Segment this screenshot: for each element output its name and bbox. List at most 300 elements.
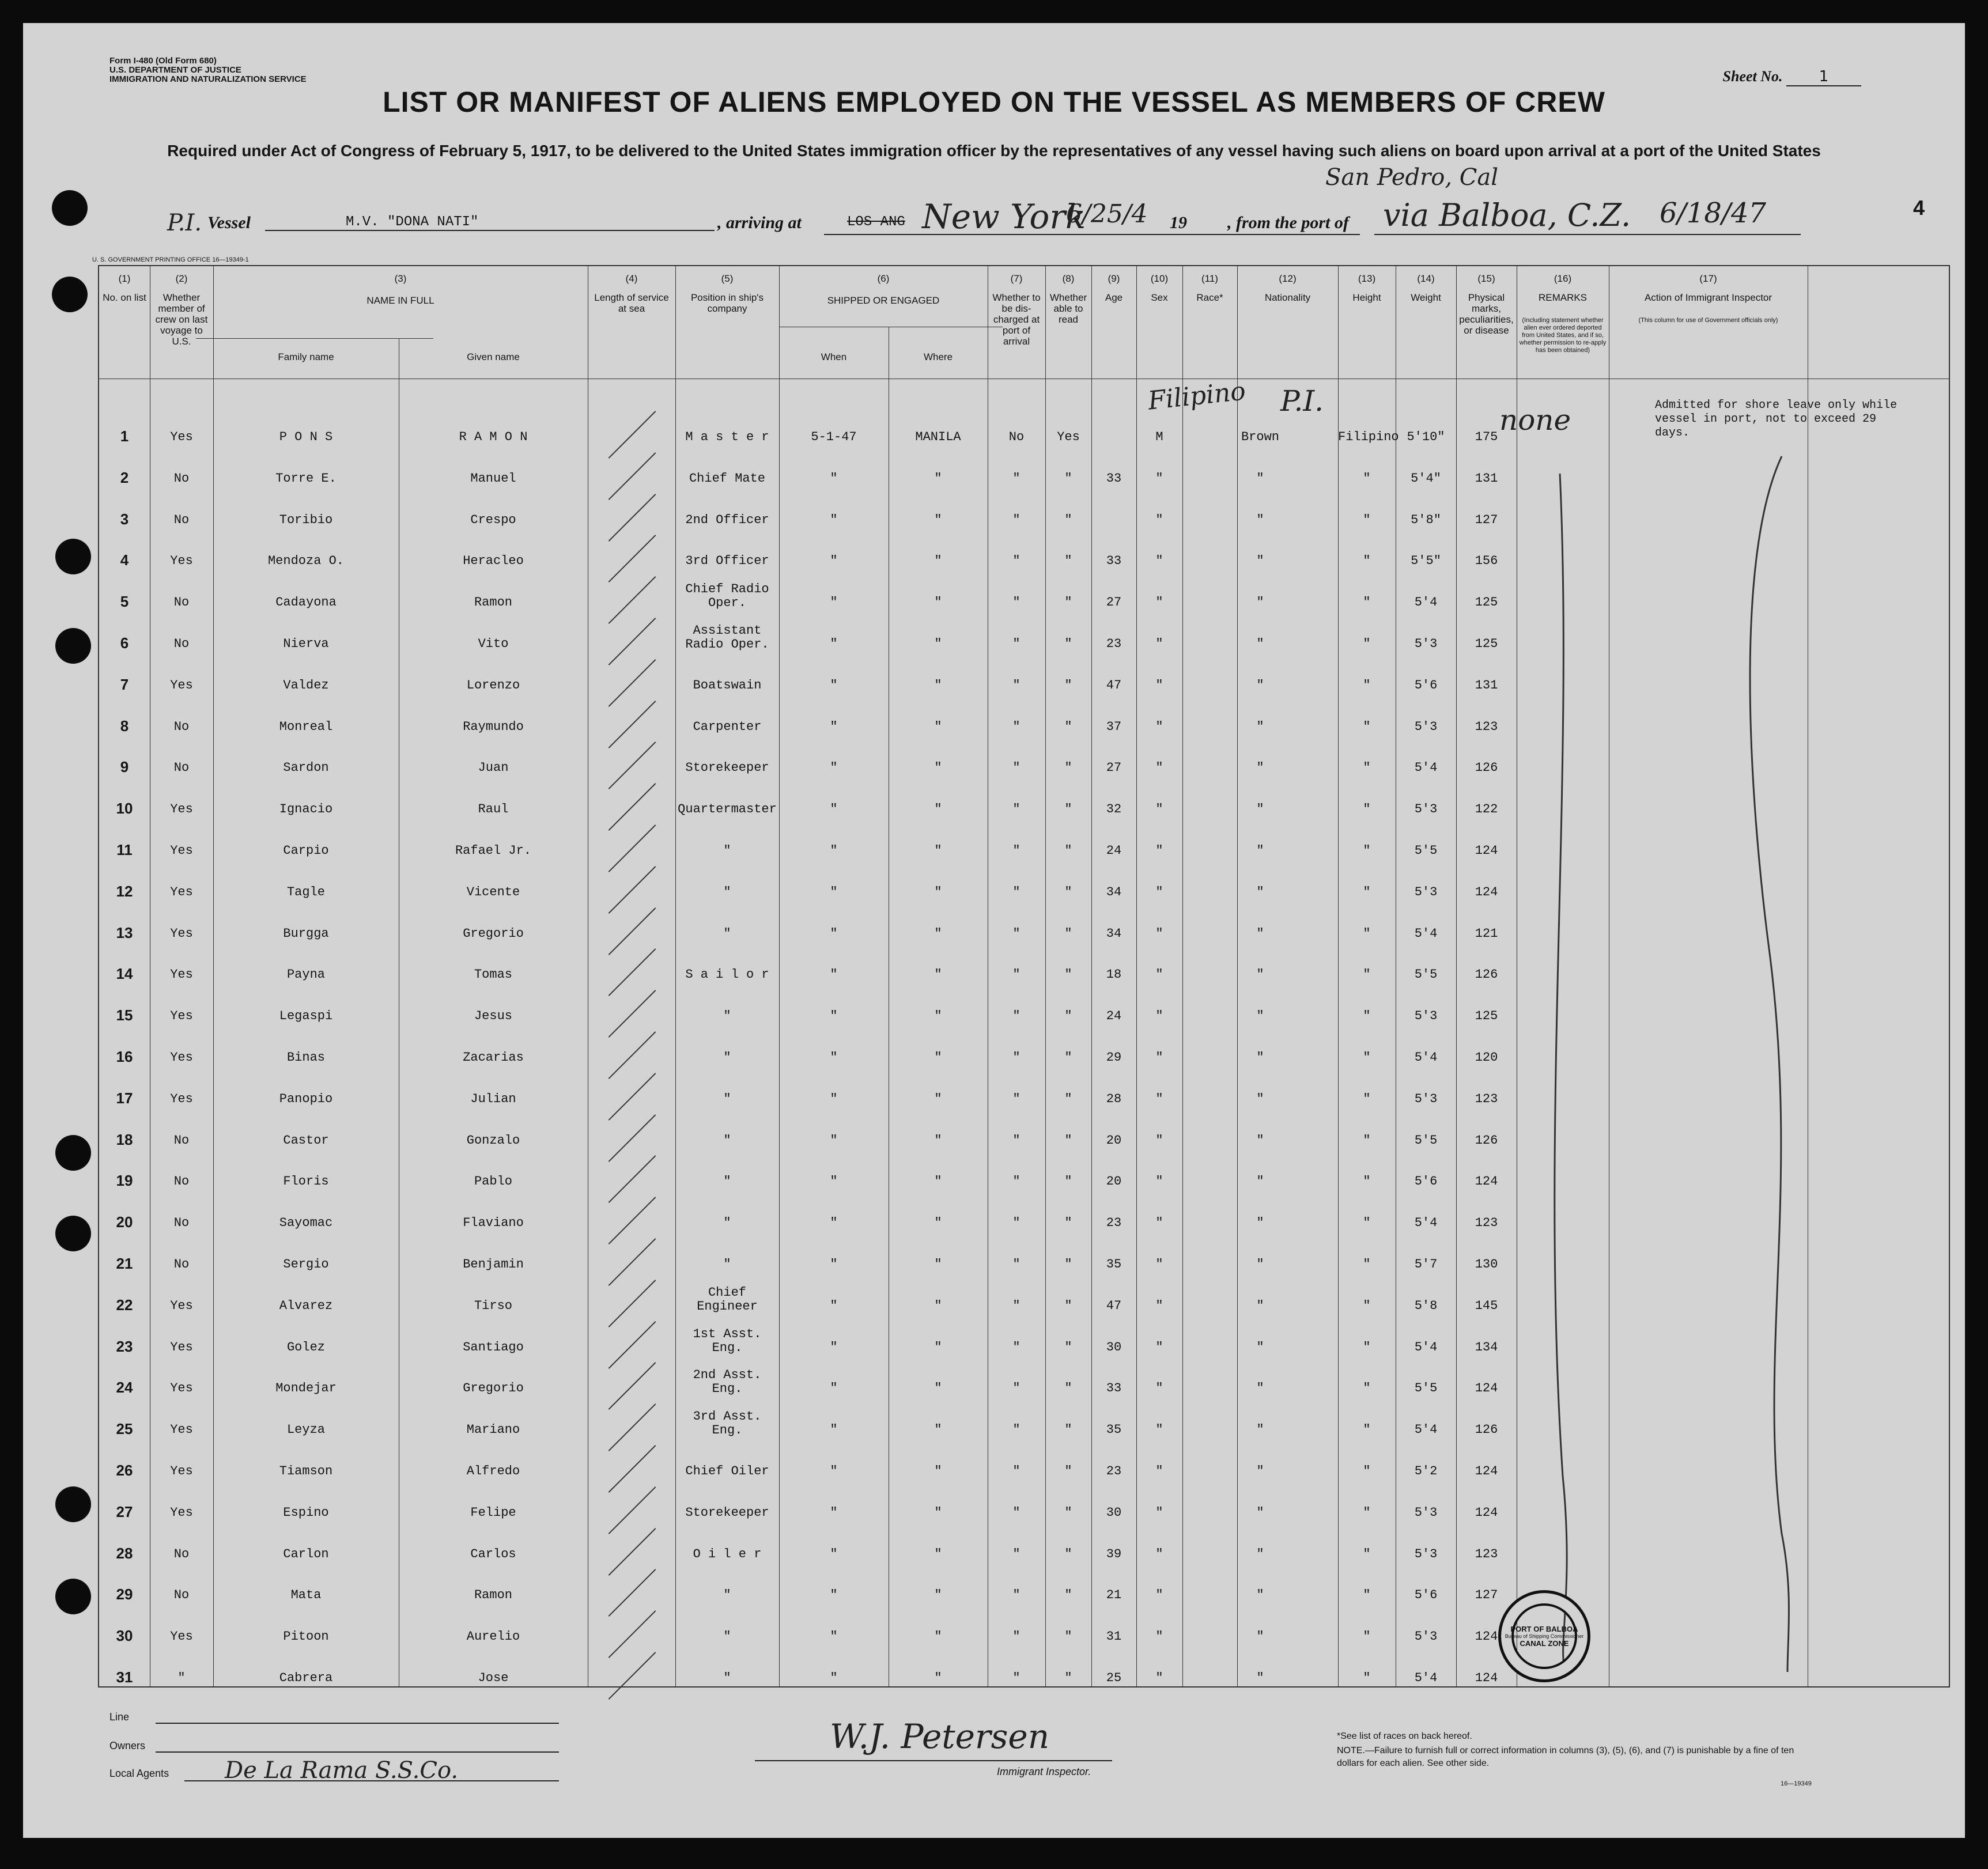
cell-height: 5'3 (1414, 1009, 1438, 1024)
cell-when: 5-1-47 (811, 430, 857, 444)
cell-given: Gregorio (463, 1381, 524, 1396)
cell-where: " (934, 884, 942, 899)
cell-where: MANILA (915, 430, 961, 444)
cell-given: Rafael Jr. (455, 843, 532, 858)
from-label: , from the port of (1227, 213, 1349, 232)
cell-height: 5'8" (1411, 512, 1441, 527)
cell-sex: " (1155, 471, 1163, 486)
column-number: (8) (1062, 273, 1075, 284)
cell-age: 24 (1106, 843, 1122, 858)
cell-given: Tomas (474, 967, 512, 982)
column-header: Height (1352, 292, 1381, 303)
column-header: Race* (1196, 292, 1223, 303)
cell-no: 22 (116, 1296, 133, 1314)
column-header: Position in ship's company (690, 292, 764, 314)
cell-position: " (723, 1257, 731, 1272)
cell-when: " (830, 512, 838, 527)
cell-family: Cabrera (279, 1671, 333, 1685)
cell-weight: 124 (1475, 843, 1498, 858)
cell-sex: " (1155, 1422, 1163, 1437)
cell-age: 29 (1106, 1050, 1122, 1065)
cell-weight: 127 (1475, 1588, 1498, 1603)
cell-position: " (723, 1050, 731, 1065)
cell-prev: Yes (170, 1422, 193, 1437)
cell-read: " (1064, 554, 1072, 569)
column-subheader: When (821, 351, 847, 362)
cell-position: " (723, 1216, 731, 1231)
cell-height: 5'3 (1414, 637, 1438, 651)
cell-given: Vito (478, 637, 509, 651)
cell-discharged: " (1012, 1340, 1021, 1355)
sheet-number (1723, 68, 1862, 86)
column-number: (15) (1477, 273, 1495, 284)
cell-position: 2nd Officer (685, 512, 769, 527)
cell-weight: 125 (1475, 637, 1498, 651)
cell-age: 20 (1106, 1174, 1122, 1189)
cell-height: 5'3 (1414, 802, 1438, 817)
cell-given: Juan (478, 761, 509, 775)
cell-nationality: " (1363, 1671, 1371, 1685)
cell-read: " (1064, 843, 1072, 858)
cell-weight: 121 (1475, 926, 1498, 941)
cell-read: " (1064, 471, 1072, 486)
cell-sex: " (1155, 967, 1163, 982)
cell-prev: No (173, 761, 190, 775)
cell-no: 28 (116, 1544, 133, 1562)
column-subheader: Where (923, 351, 953, 362)
cell-read: " (1064, 1588, 1072, 1603)
cell-read: " (1064, 595, 1072, 610)
cell-read: " (1064, 512, 1072, 527)
cell-where: " (934, 719, 942, 734)
cell-read: " (1064, 1505, 1072, 1520)
column-header: Length of service at sea (594, 292, 669, 314)
cell-family: Espino (283, 1505, 329, 1520)
cell-age: 33 (1106, 471, 1122, 486)
cell-read: " (1064, 1671, 1072, 1685)
cell-prev: Yes (170, 554, 193, 569)
cell-position: Assistant Radio Oper. (685, 623, 769, 652)
cell-age: 30 (1106, 1340, 1122, 1355)
cell-race: " (1256, 1381, 1264, 1396)
cell-where: " (934, 1629, 942, 1644)
cell-nationality: " (1363, 1464, 1371, 1478)
cell-when: " (830, 967, 838, 982)
cell-weight: 125 (1475, 595, 1498, 610)
cell-sex: " (1155, 1174, 1163, 1189)
cell-where: " (934, 1257, 942, 1272)
column-number: (16) (1554, 273, 1572, 284)
cell-sex: " (1155, 1588, 1163, 1603)
cell-age: 37 (1106, 719, 1122, 734)
cell-when: " (830, 1422, 838, 1437)
cell-family: Tiamson (279, 1464, 333, 1478)
cell-family: Sergio (283, 1257, 329, 1272)
column-number: (5) (721, 273, 734, 284)
cell-when: " (830, 595, 838, 610)
from-port-above: San Pedro, Cal (1325, 164, 1498, 191)
cell-height: 5'6 (1414, 1174, 1438, 1189)
cell-prev: No (173, 1588, 190, 1603)
cell-where: " (934, 1671, 942, 1685)
cell-sex: " (1155, 1546, 1163, 1561)
cell-nationality: " (1363, 637, 1371, 651)
cell-read: " (1064, 1216, 1072, 1231)
cell-prev: No (173, 1174, 190, 1189)
cell-nationality: " (1363, 1091, 1371, 1106)
cell-height: 5'3 (1414, 884, 1438, 899)
cell-height: 5'4 (1414, 761, 1438, 775)
cell-where: " (934, 967, 942, 982)
cell-discharged: " (1012, 512, 1021, 527)
cell-sex: " (1155, 1629, 1163, 1644)
cell-weight: 126 (1475, 761, 1498, 775)
cell-family: Carlon (283, 1546, 329, 1561)
cell-discharged: " (1012, 967, 1021, 982)
cell-race: " (1256, 1298, 1264, 1313)
footer (109, 1705, 1896, 1821)
cell-read: Yes (1057, 430, 1080, 444)
crew-table (98, 265, 1950, 1688)
cell-no: 15 (116, 1007, 133, 1024)
cell-age: 33 (1106, 1381, 1122, 1396)
cell-given: Tirso (474, 1298, 512, 1313)
cell-discharged: " (1012, 843, 1021, 858)
cell-position: 2nd Asst. Eng. (693, 1368, 762, 1397)
cell-read: " (1064, 1133, 1072, 1148)
cell-family: Sayomac (279, 1216, 333, 1231)
cell-sex: " (1155, 1133, 1163, 1148)
cell-race: " (1256, 1216, 1264, 1231)
cell-when: " (830, 678, 838, 693)
cell-no: 21 (116, 1255, 133, 1272)
inspector-label: Immigrant Inspector. (997, 1766, 1091, 1777)
cell-age: 35 (1106, 1257, 1122, 1272)
cell-where: " (934, 1298, 942, 1313)
punch-hole (52, 277, 88, 312)
cell-read: " (1064, 637, 1072, 651)
cell-age: 33 (1106, 554, 1122, 569)
stamp-text: PORT OF BALBOA (1510, 1625, 1578, 1633)
cell-when: " (830, 1381, 838, 1396)
cell-family: Pitoon (283, 1629, 329, 1644)
cell-age: 24 (1106, 1009, 1122, 1024)
cell-when: " (830, 1009, 838, 1024)
cell-prev: Yes (170, 802, 193, 817)
cell-weight: 124 (1475, 1629, 1498, 1644)
cell-when: " (830, 843, 838, 858)
cell-sex: " (1155, 926, 1163, 941)
cell-no: 17 (116, 1089, 133, 1107)
cell-age: 23 (1106, 637, 1122, 651)
cell-weight: 123 (1475, 719, 1498, 734)
cell-race: " (1256, 802, 1264, 817)
cell-when: " (830, 1091, 838, 1106)
cell-family: Monreal (279, 719, 333, 734)
cell-weight: 175 (1475, 430, 1498, 444)
cell-read: " (1064, 1009, 1072, 1024)
cell-height: 5'4 (1414, 1050, 1438, 1065)
races-note: *See list of races on back hereof. (1337, 1731, 1472, 1741)
cell-weight: 124 (1475, 1381, 1498, 1396)
cell-position: " (723, 926, 731, 941)
vessel-line (167, 164, 1838, 242)
cell-age: 30 (1106, 1505, 1122, 1520)
cell-position: " (723, 1009, 731, 1024)
cell-nationality: " (1363, 1546, 1371, 1561)
cell-prev: No (173, 1216, 190, 1231)
arriving-label: , arriving at (717, 213, 802, 232)
cell-when: " (830, 1340, 838, 1355)
cell-race: " (1256, 1588, 1264, 1603)
cell-family: Golez (286, 1340, 325, 1355)
cell-discharged: " (1012, 1505, 1021, 1520)
cell-where: " (934, 1091, 942, 1106)
cell-read: " (1064, 719, 1072, 734)
arrival-year: 19 (1170, 213, 1187, 232)
cell-sex: " (1155, 1381, 1163, 1396)
cell-sex: " (1155, 1257, 1163, 1272)
cell-nationality: Filipino (1338, 430, 1399, 444)
struck-port: LOS ANG (847, 214, 905, 230)
column-note: (This column for use of Government officials only) (1638, 317, 1778, 324)
vessel-name: M.V. "DONA NATI" (265, 214, 715, 231)
cell-nationality: " (1363, 802, 1371, 817)
column-number: (1) (118, 273, 131, 284)
cell-prev: Yes (170, 926, 193, 941)
cell-when: " (830, 1671, 838, 1685)
cell-read: " (1064, 802, 1072, 817)
column-subheader: Given name (467, 351, 520, 362)
cell-age: 35 (1106, 1422, 1122, 1437)
cell-sex: " (1155, 637, 1163, 651)
gpo-line: U. S. GOVERNMENT PRINTING OFFICE 16—19349-1 (92, 256, 249, 263)
cell-race: " (1256, 512, 1264, 527)
column-header: Whether able to read (1049, 292, 1087, 325)
punch-hole (55, 1486, 91, 1522)
cell-position: Storekeeper (685, 1505, 769, 1520)
cell-position: " (723, 1133, 731, 1148)
cell-nationality: " (1363, 967, 1371, 982)
cell-weight: 156 (1475, 554, 1498, 569)
cell-weight: 123 (1475, 1546, 1498, 1561)
cell-read: " (1064, 1629, 1072, 1644)
column-header: Sex (1151, 292, 1168, 303)
cell-where: " (934, 512, 942, 527)
cell-position: 3rd Asst. Eng. (693, 1409, 762, 1438)
cell-no: 13 (116, 924, 133, 941)
cell-race: " (1256, 595, 1264, 610)
cell-age: 31 (1106, 1629, 1122, 1644)
cell-position: Quartermaster (678, 802, 777, 817)
cell-no: 30 (116, 1627, 133, 1645)
form-identifier (109, 56, 307, 84)
cell-prev: Yes (170, 1340, 193, 1355)
cell-prev: Yes (170, 967, 193, 982)
from-port: via Balboa, C.Z. (1383, 197, 1631, 233)
column-number: (12) (1279, 273, 1297, 284)
cell-race: " (1256, 1050, 1264, 1065)
cell-age: 47 (1106, 1298, 1122, 1313)
cell-when: " (830, 1588, 838, 1603)
column-note: (Including statement whether alien ever ordered deported from United States, and if so, whether permission to re-apply has been obtained) (1519, 317, 1607, 354)
cell-position: S a i l o r (685, 967, 769, 982)
cell-no: 8 (120, 717, 129, 735)
cell-race: " (1256, 843, 1264, 858)
cell-weight: 134 (1475, 1340, 1498, 1355)
cell-discharged: " (1012, 802, 1021, 817)
cell-discharged: " (1012, 637, 1021, 651)
cell-position: Carpenter (693, 719, 762, 734)
cell-position: Chief Radio Oper. (685, 582, 769, 611)
cell-nationality: " (1363, 926, 1371, 941)
cell-family: Sardon (283, 761, 329, 775)
arrival-date: 6/25/4 (1066, 199, 1148, 229)
cell-position: O i l e r (693, 1546, 762, 1561)
cell-when: " (830, 1546, 838, 1561)
cell-height: 5'4 (1414, 1340, 1438, 1355)
cell-race: " (1256, 1009, 1264, 1024)
cell-nationality: " (1363, 1422, 1371, 1437)
column-number: (13) (1358, 273, 1376, 284)
cell-discharged: " (1012, 554, 1021, 569)
column-header: Whether member of crew on last voyage to U.S. (155, 292, 208, 347)
cell-read: " (1064, 1298, 1072, 1313)
punch-hole (55, 1579, 91, 1614)
cell-when: " (830, 926, 838, 941)
physical-marks-annotation: none (1499, 403, 1571, 437)
cell-prev: No (173, 637, 190, 651)
cell-race: " (1256, 926, 1264, 941)
cell-position: 3rd Officer (685, 554, 769, 569)
cell-weight: 123 (1475, 1216, 1498, 1231)
cell-height: 5'3 (1414, 1629, 1438, 1644)
cell-weight: 126 (1475, 1422, 1498, 1437)
cell-given: Flaviano (463, 1216, 524, 1231)
cell-height: 5'4 (1414, 1422, 1438, 1437)
cell-when: " (830, 1174, 838, 1189)
sheet-number-value: 1 (1786, 68, 1861, 86)
cell-given: Aurelio (466, 1629, 520, 1644)
cell-height: 5'6 (1414, 678, 1438, 693)
cell-where: " (934, 1050, 942, 1065)
cell-read: " (1064, 761, 1072, 775)
cell-height: 5'10" (1407, 430, 1445, 444)
cell-when: " (830, 802, 838, 817)
cell-given: Zacarias (463, 1050, 524, 1065)
cell-race: " (1256, 1174, 1264, 1189)
cell-no: 25 (116, 1420, 133, 1438)
cell-position: " (723, 843, 731, 858)
cell-height: 5'8 (1414, 1298, 1438, 1313)
cell-read: " (1064, 1464, 1072, 1478)
cell-given: Mariano (466, 1422, 520, 1437)
cell-weight: 124 (1475, 1671, 1498, 1685)
cell-discharged: " (1012, 471, 1021, 486)
form-id: Form I-480 (Old Form 680) (109, 56, 217, 66)
cell-prev: " (177, 1671, 186, 1685)
cell-race: " (1256, 1629, 1264, 1644)
cell-sex: " (1155, 1009, 1163, 1024)
cell-no: 6 (120, 634, 129, 652)
cell-where: " (934, 471, 942, 486)
cell-age: 32 (1106, 802, 1122, 817)
cell-sex: " (1155, 1216, 1163, 1231)
arriving-port: New York (922, 197, 1086, 236)
cell-weight: 124 (1475, 1464, 1498, 1478)
cell-race: " (1256, 637, 1264, 651)
cell-weight: 125 (1475, 1009, 1498, 1024)
departure-date: 6/18/47 (1660, 197, 1767, 229)
agents-label: Local Agents (109, 1768, 169, 1779)
column-header: REMARKS (1538, 292, 1588, 303)
cell-nationality: " (1363, 595, 1371, 610)
cell-nationality: " (1363, 1629, 1371, 1644)
cell-height: 5'4 (1414, 926, 1438, 941)
cell-sex: " (1155, 1505, 1163, 1520)
cell-weight: 123 (1475, 1091, 1498, 1106)
cell-no: 11 (116, 841, 133, 858)
cell-when: " (830, 1257, 838, 1272)
cell-prev: No (173, 471, 190, 486)
cell-given: Lorenzo (466, 678, 520, 693)
cell-family: Mondejar (275, 1381, 337, 1396)
manifest-page (23, 23, 1965, 1838)
cell-nationality: " (1363, 719, 1371, 734)
cell-read: " (1064, 884, 1072, 899)
cell-discharged: " (1012, 884, 1021, 899)
cell-where: " (934, 1464, 942, 1478)
cell-nationality: " (1363, 1505, 1371, 1520)
cell-prev: No (173, 1257, 190, 1272)
column-number: (7) (1010, 273, 1023, 284)
cell-when: " (830, 1629, 838, 1644)
cell-discharged: " (1012, 1671, 1021, 1685)
cell-age: 20 (1106, 1133, 1122, 1148)
cell-when: " (830, 1464, 838, 1478)
cell-when: " (830, 1505, 838, 1520)
cell-read: " (1064, 678, 1072, 693)
cell-where: " (934, 1340, 942, 1355)
cell-no: 7 (120, 675, 129, 693)
cell-sex: " (1155, 719, 1163, 734)
cell-given: Jesus (474, 1009, 512, 1024)
cell-family: Burgga (283, 926, 329, 941)
cell-discharged: " (1012, 1546, 1021, 1561)
cell-weight: 131 (1475, 471, 1498, 486)
cell-no: 3 (120, 510, 129, 528)
cell-given: Gregorio (463, 926, 524, 941)
cell-age: 27 (1106, 595, 1122, 610)
cell-discharged: " (1012, 719, 1021, 734)
cell-when: " (830, 719, 838, 734)
cell-position: " (723, 1174, 731, 1189)
cell-given: Alfredo (466, 1464, 520, 1478)
cell-family: Cadayona (275, 595, 337, 610)
cell-discharged: " (1012, 1257, 1021, 1272)
cell-discharged: " (1012, 1216, 1021, 1231)
cell-age: 34 (1106, 926, 1122, 941)
cell-sex: " (1155, 512, 1163, 527)
cell-prev: Yes (170, 1381, 193, 1396)
cell-weight: 127 (1475, 512, 1498, 527)
cell-height: 5'4 (1414, 1671, 1438, 1685)
cell-age: 18 (1106, 967, 1122, 982)
cell-sex: " (1155, 1091, 1163, 1106)
cell-discharged: No (1008, 430, 1025, 444)
cell-prev: No (173, 512, 190, 527)
cell-no: 2 (120, 468, 129, 486)
